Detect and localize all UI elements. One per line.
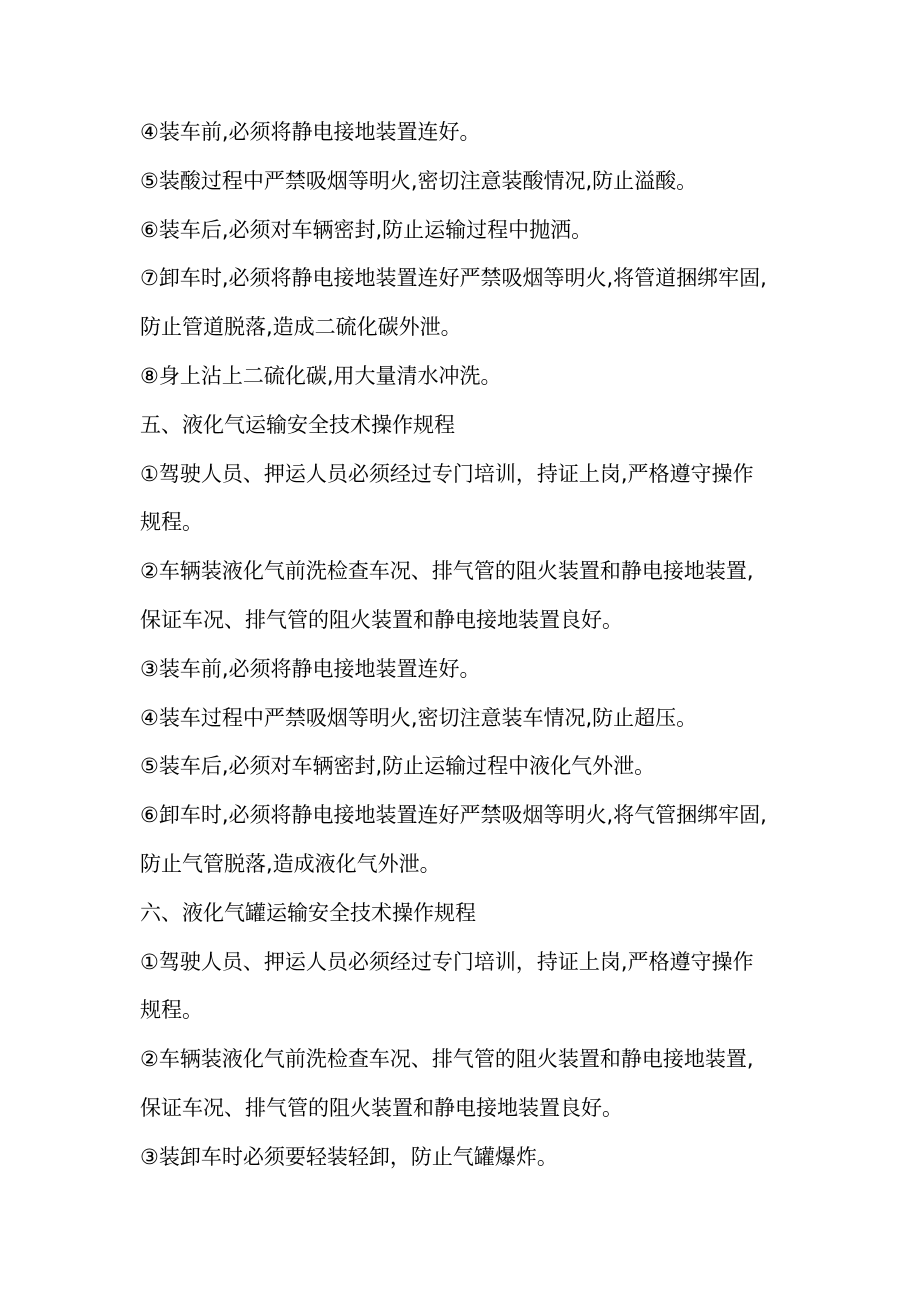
text-line: ⑥装车后,必须对车辆密封,防止运输过程中抛洒。 — [140, 217, 593, 242]
text-line: ⑥卸车时,必须将静电接地装置连好严禁吸烟等明火,将气管捆绑牢固, — [140, 803, 767, 828]
text-line: 保证车况、排气管的阻火装置和静电接地装置良好。 — [140, 607, 623, 632]
text-line: 规程。 — [140, 998, 203, 1023]
text-line: ④装车前,必须将静电接地装置连好。 — [140, 120, 481, 144]
text-line: ③装卸车时必须要轻装轻卸，防止气罐爆炸。 — [140, 1144, 558, 1169]
text-line: ⑦卸车时,必须将静电接地装置连好严禁吸烟等明火,将管道捆绑牢固, — [140, 266, 767, 291]
text-line: ③装车前,必须将静电接地装置连好。 — [140, 656, 481, 681]
text-line: ⑤装车后,必须对车辆密封,防止运输过程中液化气外泄。 — [140, 754, 656, 779]
text-line: ②车辆装液化气前洗检查车况、排气管的阻火装置和静电接地装置, — [140, 559, 754, 584]
section-heading: 五、液化气运输安全技术操作规程 — [140, 412, 455, 437]
document-body — [140, 112, 800, 1186]
text-line: 规程。 — [140, 510, 203, 535]
text-line: ⑧身上沾上二硫化碳,用大量清水冲洗。 — [140, 363, 502, 388]
text-line: ①驾驶人员、押运人员必须经过专门培训，持证上岗,严格遵守操作 — [140, 461, 754, 486]
text-line: 防止管道脱落,造成二硫化碳外泄。 — [140, 315, 462, 340]
text-line: ②车辆装液化气前洗检查车况、排气管的阻火装置和静电接地装置, — [140, 1047, 754, 1072]
text-line: ④装车过程中严禁吸烟等明火,密切注意装车情况,防止超压。 — [140, 705, 698, 730]
section-heading: 六、液化气罐运输安全技术操作规程 — [140, 900, 476, 925]
text-line: ⑤装酸过程中严禁吸烟等明火,密切注意装酸情况,防止溢酸。 — [140, 168, 698, 193]
text-line: 保证车况、排气管的阻火装置和静电接地装置良好。 — [140, 1095, 623, 1120]
text-line: 防止气管脱落,造成液化气外泄。 — [140, 851, 441, 876]
text-line: ①驾驶人员、押运人员必须经过专门培训，持证上岗,严格遵守操作 — [140, 949, 754, 974]
